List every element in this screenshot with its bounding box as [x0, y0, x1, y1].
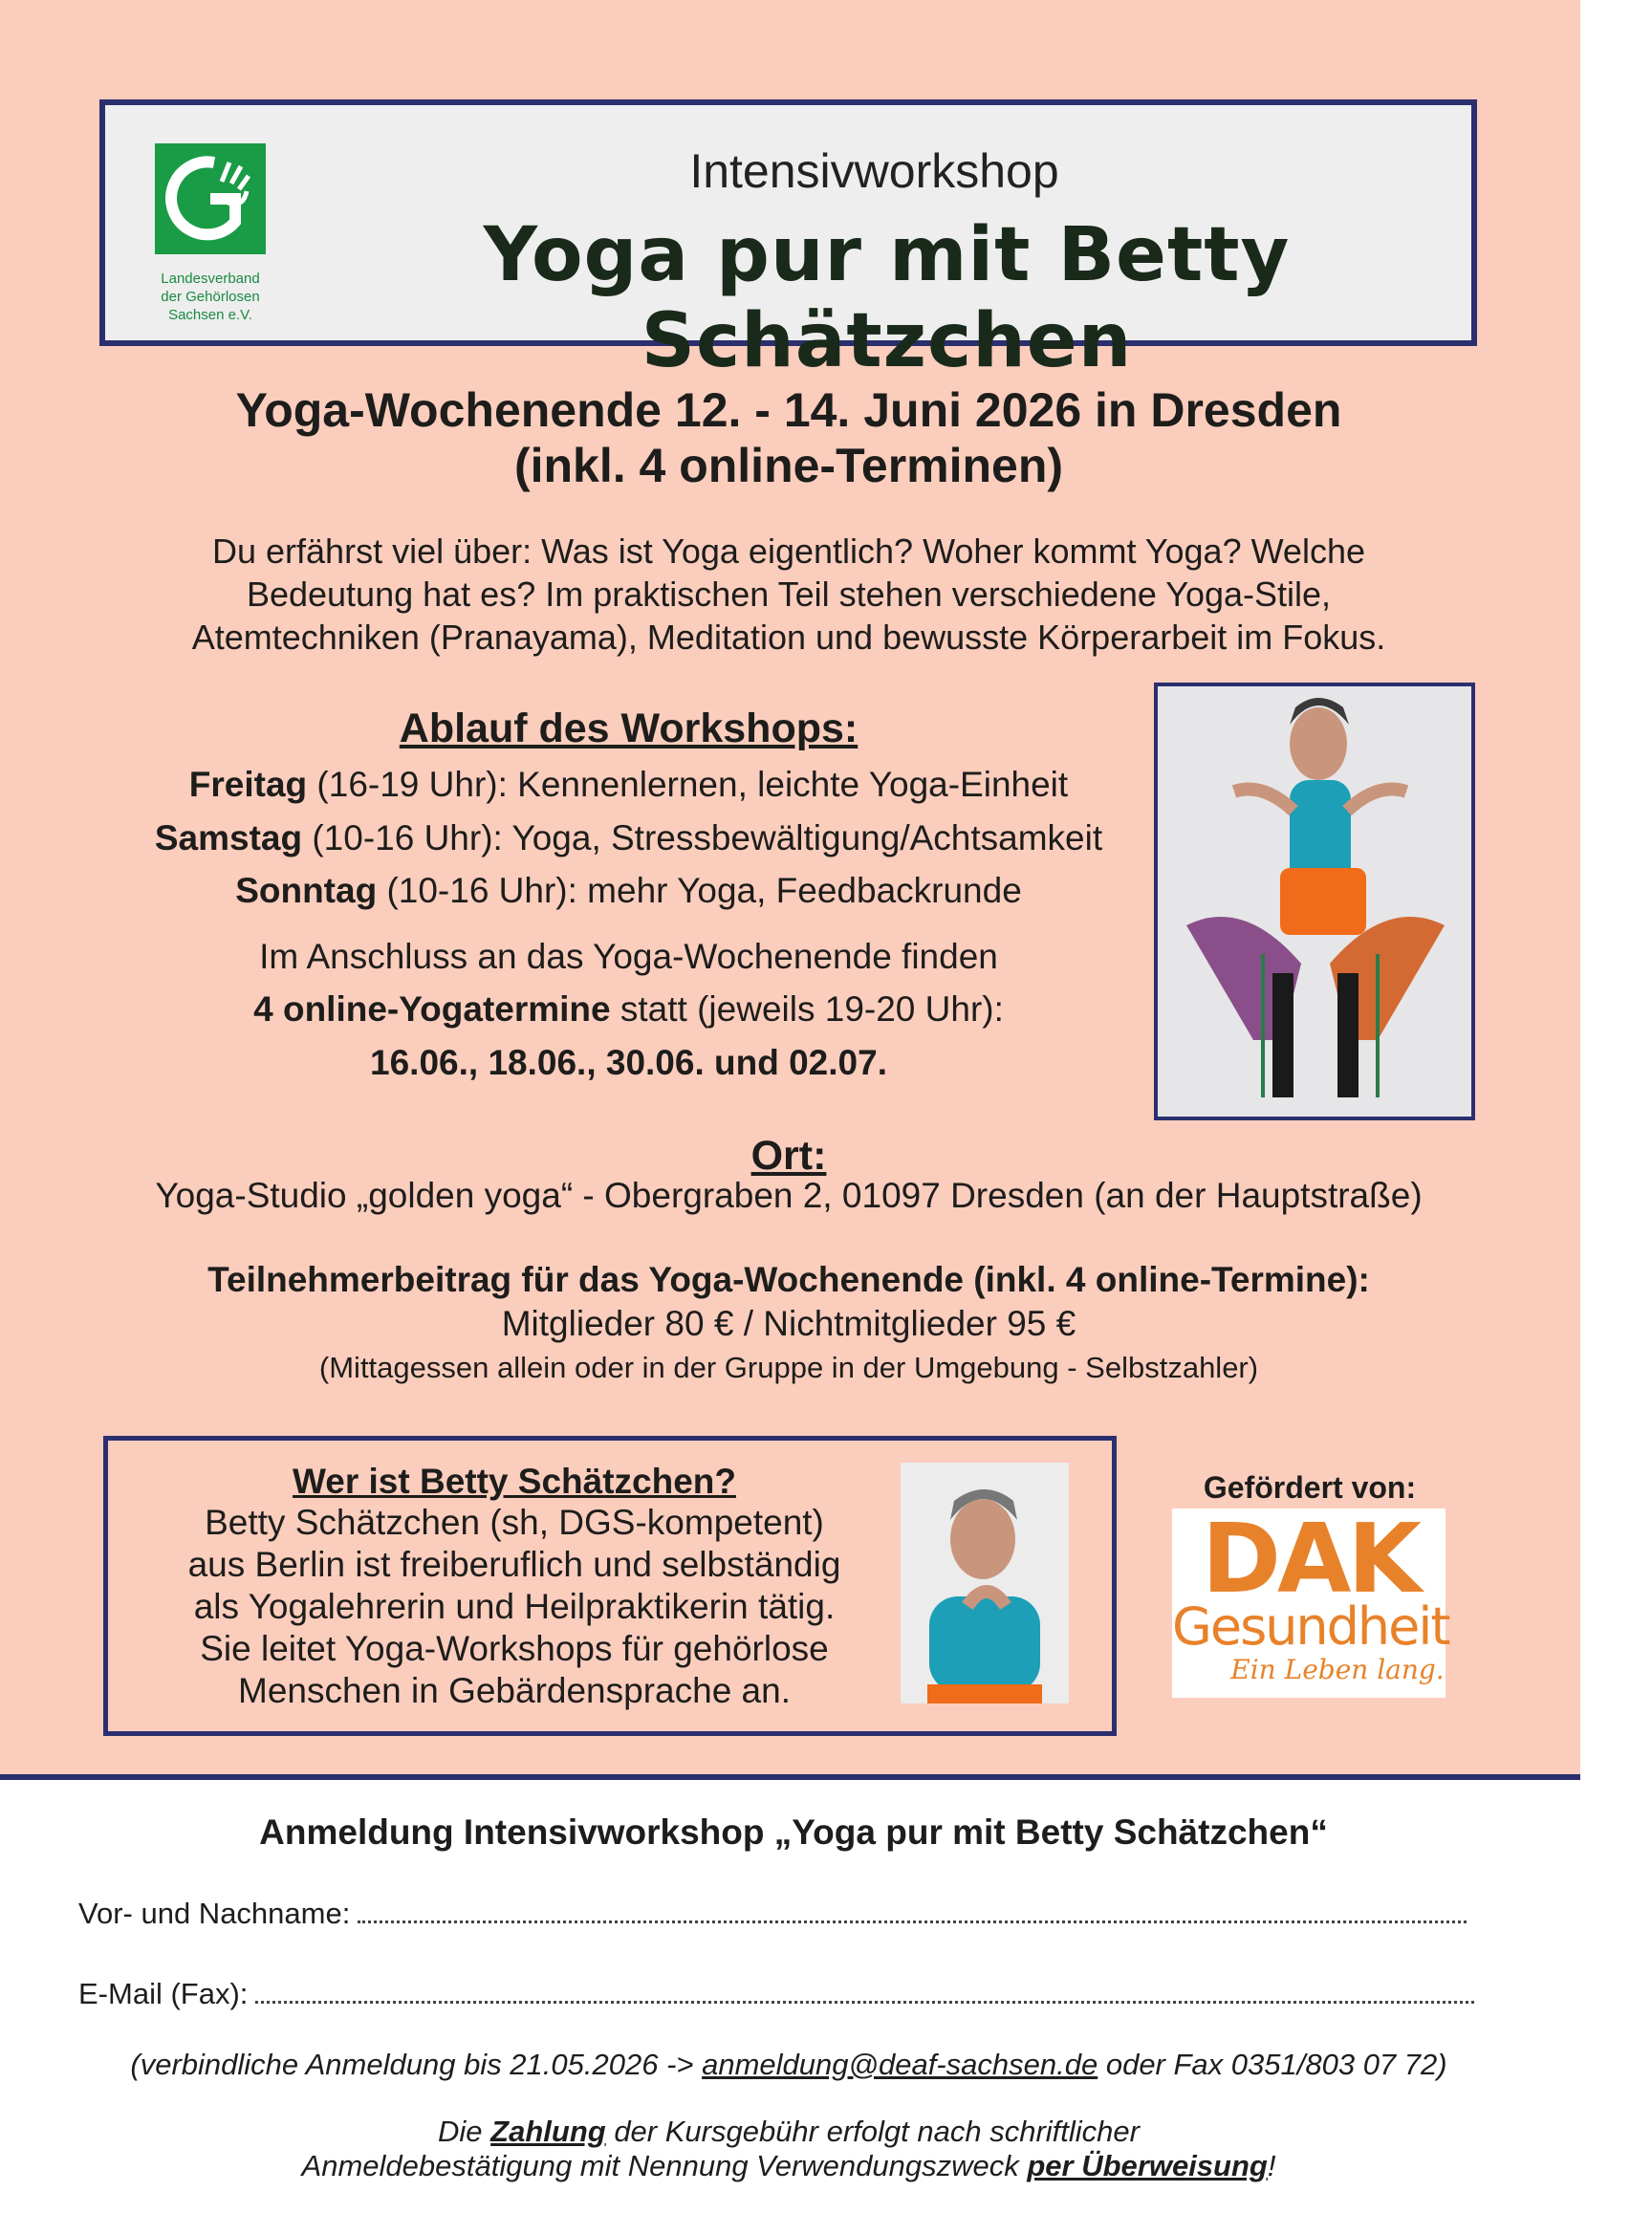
location-title: Ort:: [750, 1133, 827, 1179]
header-box: [99, 99, 1477, 384]
online-sessions: 4 online-Yogatermine statt (jeweils 19-20 Uhr):: [253, 989, 1004, 1029]
payment-note: [96, 2115, 1482, 2183]
header-title: Yoga pur mit Betty Schätzchen: [483, 212, 1291, 384]
event-subtitle: (inkl. 4 online-Terminen): [513, 439, 1064, 492]
event-title: Yoga-Wochenende 12. - 14. Juni 2026 in Dresden: [235, 383, 1342, 437]
name-field[interactable]: [78, 1897, 1467, 1931]
bio-title: Wer ist Betty Schätzchen?: [293, 1462, 736, 1501]
schedule-item-sunday: Sonntag (10-16 Uhr): mehr Yoga, Feedbackrunde: [235, 871, 1022, 910]
logo-caption-line: Sachsen e.V.: [168, 307, 252, 323]
logo-caption-line: Landesverband: [161, 271, 260, 287]
bio-line: als Yogalehrerin und Heilpraktikerin tätig.: [193, 1587, 836, 1626]
bio-line: Sie leitet Yoga-Workshops für gehörlose: [200, 1629, 829, 1668]
fee-price: Mitglieder 80 € / Nichtmitglieder 95 €: [501, 1304, 1076, 1343]
dak-logo-sub: Gesundheit: [1172, 1596, 1449, 1657]
dak-logo-main: DAK: [1202, 1503, 1418, 1615]
dak-logo: [1172, 1503, 1449, 1698]
intro-line: Du erfährst viel über: Was ist Yoga eigentlich? Woher kommt Yoga? Welche: [212, 532, 1365, 571]
email-label: E-Mail (Fax):: [78, 1977, 249, 2010]
bio-line: aus Berlin ist freiberuflich und selbständig: [187, 1545, 841, 1584]
email-line[interactable]: [255, 2000, 1474, 2004]
sponsor-label: Gefördert von:: [1203, 1470, 1417, 1505]
divider: [0, 1774, 1580, 1780]
email-field[interactable]: [78, 1977, 1474, 2011]
schedule-item-friday: Freitag (16-19 Uhr): Kennenlernen, leichte Yoga-Einheit: [188, 765, 1069, 804]
intro-text: [96, 530, 1482, 659]
registration-title: Anmeldung Intensivworkshop „Yoga pur mit Betty Schätzchen“: [259, 1812, 1328, 1852]
location-text: Yoga-Studio „golden yoga“ - Obergraben 2, 01097 Dresden (an der Hauptstraße): [155, 1176, 1423, 1215]
fee-title: Teilnehmerbeitrag für das Yoga-Wochenende (inkl. 4 online-Termine):: [207, 1260, 1370, 1299]
name-label: Vor- und Nachname:: [78, 1897, 351, 1930]
logo-caption: [130, 270, 291, 324]
online-intro: Im Anschluss an das Yoga-Wochenende finden: [259, 937, 998, 976]
bio-line: Betty Schätzchen (sh, DGS-kompetent): [205, 1503, 824, 1542]
instructor-portrait: [901, 1463, 1069, 1703]
intro-line: Bedeutung hat es? Im praktischen Teil stehen verschiedene Yoga-Stile,: [246, 575, 1332, 614]
logo-caption-line: der Gehörlosen: [161, 289, 260, 305]
instructor-photo: [1154, 683, 1475, 1120]
payment-line: Die Zahlung der Kursgebühr erfolgt nach schriftlicher: [438, 2115, 1140, 2148]
schedule-title: Ablauf des Workshops:: [399, 705, 859, 751]
name-line[interactable]: [358, 1920, 1467, 1923]
intro-line: Atemtechniken (Pranayama), Meditation und bewusste Körperarbeit im Fokus.: [191, 618, 1386, 657]
bio-text: [108, 1502, 921, 1712]
registration-email-link[interactable]: anmeldung@deaf-sachsen.de: [702, 2048, 1098, 2081]
header-subtitle: Intensivworkshop: [689, 144, 1059, 198]
online-dates: 16.06., 18.06., 30.06. und 02.07.: [370, 1043, 887, 1082]
page-margin: [1580, 0, 1652, 2235]
payment-line: Anmeldebestätigung mit Nennung Verwendungszweck per Überweisung!: [301, 2149, 1276, 2182]
fee-note: (Mittagessen allein oder in der Gruppe in der Umgebung - Selbstzahler): [318, 1351, 1259, 1384]
bio-line: Menschen in Gebärdensprache an.: [238, 1671, 791, 1710]
registration-note: (verbindliche Anmeldung bis 21.05.2026 -> anmeldung@deaf-sachsen.de oder Fax 0351/803 07 72): [130, 2048, 1447, 2081]
dak-logo-slogan: Ein Leben lang.: [1230, 1654, 1445, 1685]
schedule-item-saturday: Samstag (10-16 Uhr): Yoga, Stressbewältigung/Achtsamkeit: [154, 818, 1103, 857]
